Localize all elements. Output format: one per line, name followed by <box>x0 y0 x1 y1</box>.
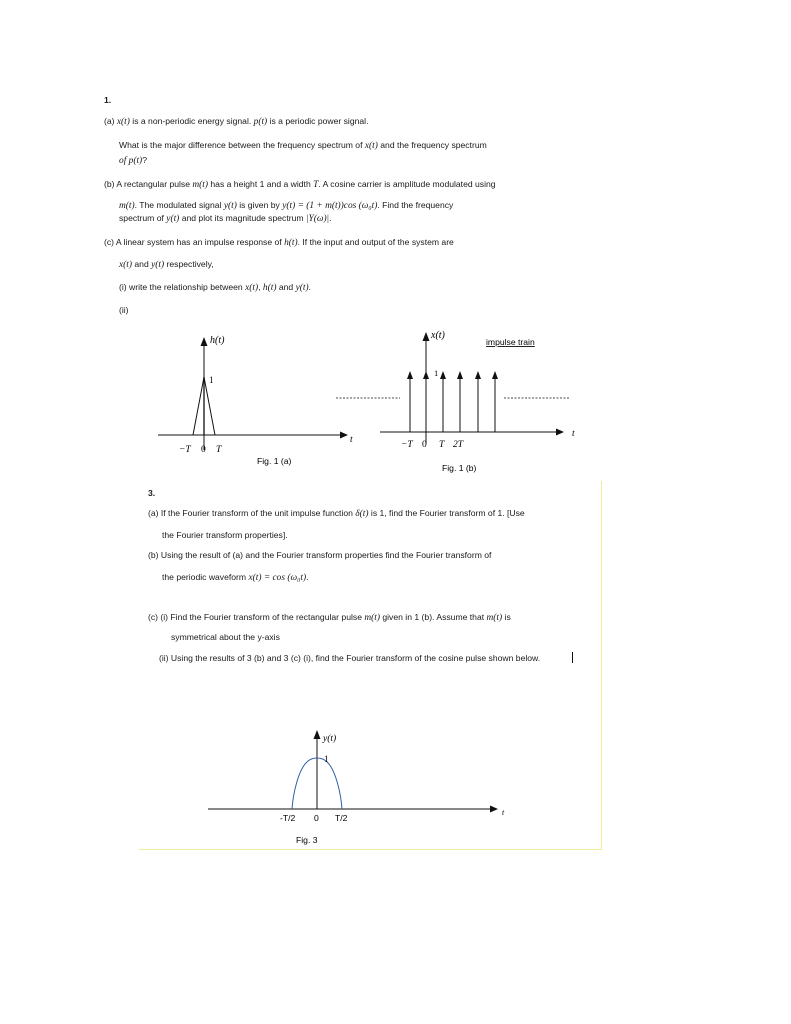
q3b-line1: (b) Using the result of (a) and the Fourier transform properties find the Fourier transform of <box>148 550 492 560</box>
q3c-part-ii: (ii) Using the results of 3 (b) and 3 (c) (i), find the Fourier transform of the cosine pulse shown below. <box>159 653 541 663</box>
fig1b-peak-label: 1 <box>434 368 439 378</box>
fig1b-tick-neg-T: −T <box>401 440 413 450</box>
fig1b-y-axis-arrow <box>423 332 430 341</box>
q1c-line1: (c) A linear system has an impulse response of h(t). If the input and output of the system are <box>104 237 454 248</box>
fig1b-y-label: x(t) <box>431 330 445 341</box>
impulse-6 <box>492 371 498 432</box>
q1b-line2: m(t). The modulated signal y(t) is given by y(t) = (1 + m(t))cos (ω₀t). Find the frequency <box>119 200 454 211</box>
figure-1a <box>150 325 360 470</box>
question-3-number: 3. <box>148 488 156 498</box>
q3c-part-i: (c) (i) Find the Fourier transform of the rectangular pulse m(t) given in 1 (b). Assume that m(t) is <box>148 612 511 623</box>
q1a-line2: What is the major difference between the frequency spectrum of x(t) and the frequency spectrum <box>119 140 487 151</box>
fig3-t-label: t <box>502 808 505 817</box>
q3a-line1: (a) If the Fourier transform of the unit impulse function δ(t) is 1, find the Fourier transform of 1. [Use <box>148 508 525 519</box>
fig1a-tick-T: T <box>216 445 222 455</box>
q1b-line1: (b) A rectangular pulse m(t) has a height 1 and a width T. A cosine carrier is amplitude modulated using <box>104 179 496 190</box>
fig1b-impulses <box>407 371 498 432</box>
fig3-tick-zero: 0 <box>314 813 319 823</box>
question-1-number: 1. <box>104 95 112 105</box>
fig3-tick-pos: T/2 <box>335 813 348 823</box>
impulse-5 <box>475 371 481 432</box>
fig3-y-axis-arrow <box>314 730 321 739</box>
fig3-t-axis-arrow <box>490 806 498 813</box>
fig1b-impulse-train-label: impulse train <box>486 337 535 347</box>
q1a-line3: of p(t)? <box>119 155 147 166</box>
q1a-line1: (a) x(t) is a non-periodic energy signal. p(t) is a periodic power signal. <box>104 116 369 127</box>
fig3-caption: Fig. 3 <box>296 835 318 845</box>
fig1a-peak-label: 1 <box>209 375 214 385</box>
fig1b-tick-zero: 0 <box>422 440 427 450</box>
impulse-1 <box>407 371 413 432</box>
figure-1b <box>330 322 590 477</box>
fig3-peak-label: 1 <box>324 754 329 764</box>
fig1a-t-label: t <box>350 435 353 445</box>
fig3-tick-neg: -T/2 <box>280 813 296 823</box>
fig1b-tick-T: T <box>439 440 445 450</box>
q3c-part-i-line2: symmetrical about the y-axis <box>171 632 280 642</box>
impulse-3 <box>440 371 446 432</box>
fig1a-tick-neg-T: −T <box>179 445 191 455</box>
fig1b-t-axis-arrow <box>556 429 564 436</box>
impulse-4 <box>457 371 463 432</box>
q1c-line2: x(t) and y(t) respectively, <box>119 259 214 270</box>
q3b-line2: the periodic waveform x(t) = cos (ω₀t). <box>162 572 309 583</box>
figure-3 <box>200 725 520 850</box>
fig1b-caption: Fig. 1 (b) <box>442 463 477 473</box>
q1c-part-i: (i) write the relationship between x(t), h(t) and y(t). <box>119 282 311 293</box>
q3a-line2: the Fourier transform properties]. <box>162 530 288 540</box>
fig1b-tick-2T: 2T <box>453 440 464 450</box>
fig3-y-label: y(t) <box>323 734 337 744</box>
fig1b-t-label: t <box>572 429 575 439</box>
fig1a-tick-zero: 0 <box>201 445 206 455</box>
fig1a-y-axis-arrow <box>201 337 208 346</box>
fig1a-caption: Fig. 1 (a) <box>257 456 292 466</box>
q1c-part-ii: (ii) <box>119 305 129 315</box>
text-cursor <box>572 652 573 663</box>
fig1a-y-label: h(t) <box>210 335 225 346</box>
q1b-line3: spectrum of y(t) and plot its magnitude spectrum |Y(ω)|. <box>119 213 332 224</box>
impulse-2 <box>423 371 429 432</box>
